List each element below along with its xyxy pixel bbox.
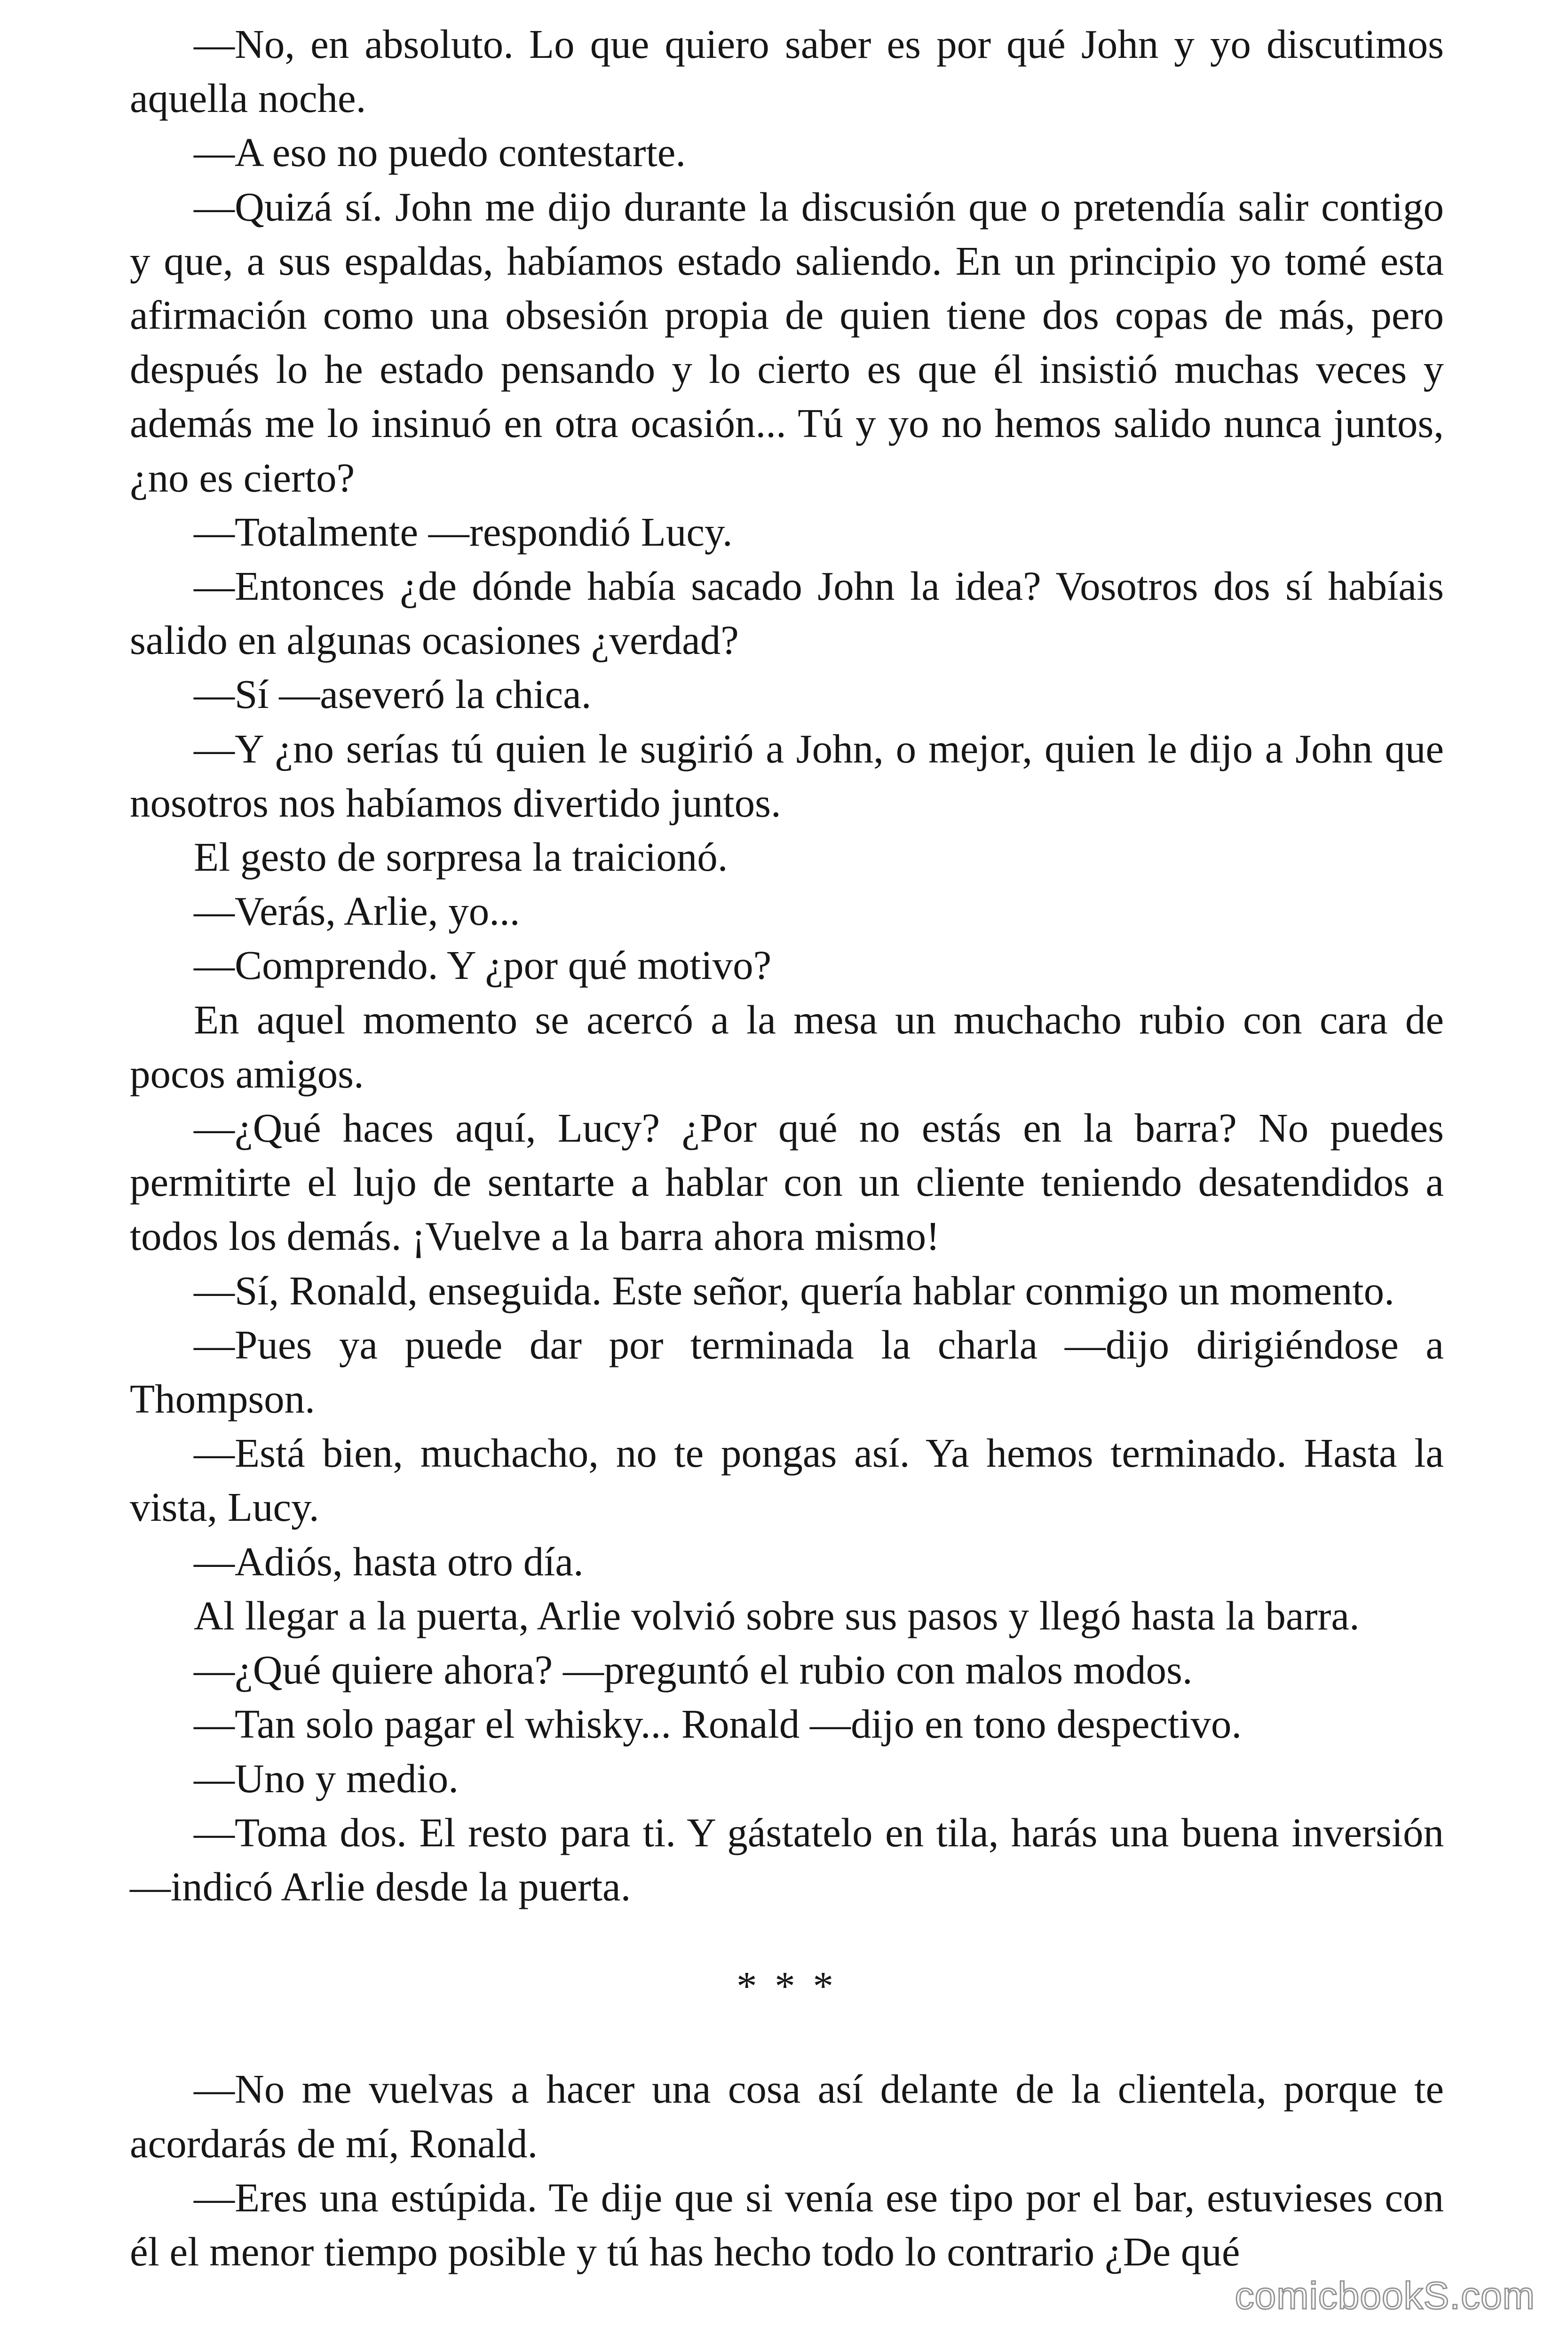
section-separator: * * *	[736, 1963, 837, 2009]
paragraph: —Eres una estúpida. Te dije que si venía ese tipo por el bar, estuvieses con él el menor tiempo posible y tú has hecho todo lo contrario ¿De qué	[130, 2174, 1444, 2274]
watermark: comicbookS.com	[1235, 2274, 1535, 2317]
paragraph: —Totalmente —respondió Lucy.	[194, 509, 733, 555]
paragraph: —Sí, Ronald, enseguida. Este señor, quería hablar conmigo un momento.	[194, 1267, 1394, 1313]
paragraph: —¿Qué quiere ahora? —preguntó el rubio con malos modos.	[194, 1647, 1193, 1693]
paragraph: —Comprendo. Y ¿por qué motivo?	[194, 942, 772, 988]
book-page	[130, 17, 1444, 2279]
paragraph: —Toma dos. El resto para ti. Y gástatelo en tila, harás una buena inversión —indicó Arlie desde la puerta.	[130, 1809, 1444, 1909]
paragraph: En aquel momento se acercó a la mesa un muchacho rubio con cara de pocos amigos.	[130, 996, 1444, 1097]
paragraph: —Tan solo pagar el whisky... Ronald —dijo en tono despectivo.	[194, 1701, 1242, 1747]
paragraph: —Entonces ¿de dónde había sacado John la idea? Vosotros dos sí habíais salido en algunas ocasiones ¿verdad?	[130, 563, 1444, 663]
paragraph: Al llegar a la puerta, Arlie volvió sobre sus pasos y llegó hasta la barra.	[194, 1592, 1360, 1638]
paragraph: —No me vuelvas a hacer una cosa así delante de la clientela, porque te acordarás de mí, Ronald.	[130, 2066, 1444, 2166]
paragraph: —No, en absoluto. Lo que quiero saber es por qué John y yo discutimos aquella noche.	[130, 21, 1444, 121]
paragraph: —Pues ya puede dar por terminada la charla —dijo dirigiéndose a Thompson.	[130, 1321, 1444, 1422]
paragraph: —Uno y medio.	[194, 1755, 459, 1801]
paragraph: —¿Qué haces aquí, Lucy? ¿Por qué no estás en la barra? No puedes permitirte el lujo de sentarte a hablar con un cliente teniendo desatendidos a todos los demás. ¡Vuelve a la barra ahora mismo!	[130, 1105, 1444, 1259]
paragraph: —Está bien, muchacho, no te pongas así. Ya hemos terminado. Hasta la vista, Lucy.	[130, 1430, 1444, 1530]
paragraph: —Sí —aseveró la chica.	[194, 671, 592, 717]
paragraph: El gesto de sorpresa la traicionó.	[194, 834, 728, 880]
paragraph: —Quizá sí. John me dijo durante la discusión que o pretendía salir contigo y que, a sus espaldas, habíamos estado saliendo. En un principio yo tomé esta afirmación como una obsesión propia de quien tiene dos copas de más, pero después lo he estado pensando y lo cierto es que él insistió muchas veces y además me lo insinuó en otra ocasión... Tú y yo no hemos salido nunca juntos, ¿no es cierto?	[130, 183, 1444, 501]
paragraph: —Verás, Arlie, yo...	[194, 888, 520, 934]
text-block-before	[130, 17, 1444, 1914]
paragraph: —A eso no puedo contestarte.	[194, 129, 686, 175]
paragraph: —Adiós, hasta otro día.	[194, 1538, 584, 1584]
paragraph: —Y ¿no serías tú quien le sugirió a John, o mejor, quien le dijo a John que nosotros nos habíamos divertido juntos.	[130, 725, 1444, 826]
text-block-after	[130, 2062, 1444, 2279]
